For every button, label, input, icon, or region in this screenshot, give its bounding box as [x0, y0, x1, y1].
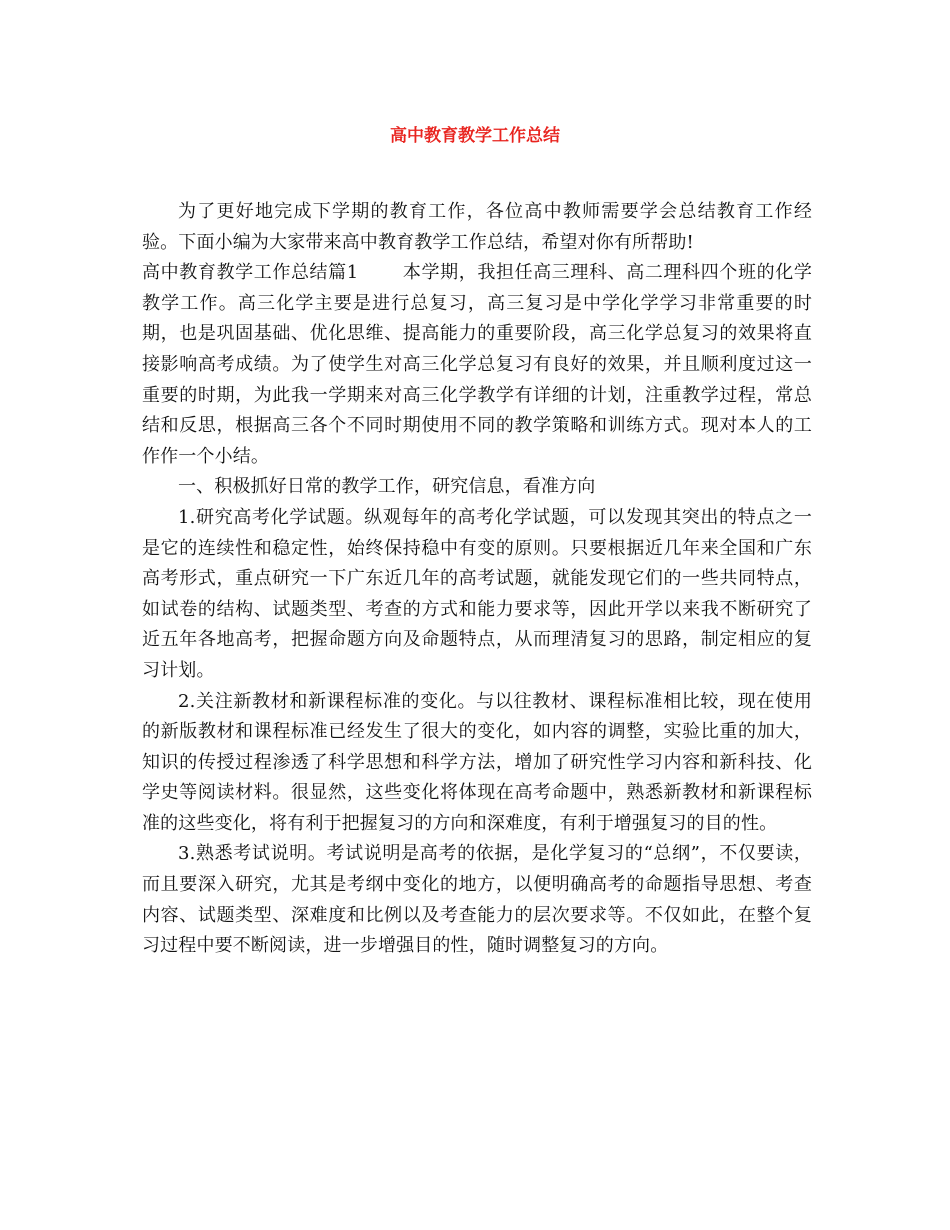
intro-paragraph: 为了更好地完成下学期的教育工作，各位高中教师需要学会总结教育工作经验。下面小编为大家带来高中教育教学工作总结，希望对你有所帮助! [142, 201, 812, 253]
section-heading: 一、积极抓好日常的教学工作，研究信息，看准方向 [178, 476, 596, 498]
list-item: 1.研究高考化学试题。纵观每年的高考化学试题，可以发现其突出的特点之一是它的连续性和稳定性，始终保持稳中有变的原则。只要根据近几年来全国和广东高考形式，重点研究一下广东近几年的高考试题，就能发现它们的一些共同特点，如试卷的结构、试题类型、考查的方式和能力要求等，因此开学以来我不断研究了近五年各地高考，把握命题方向及命题特点，从而理清复习的思路，制定相应的复习计划。 [142, 506, 812, 681]
document-body [142, 197, 812, 962]
list-item: 3.熟悉考试说明。考试说明是高考的依据，是化学复习的“总纲”，不仅要读，而且要深入研究，尤其是考纲中变化的地方，以便明确高考的命题指导思想、考查内容、试题类型、深难度和比例以及考查能力的层次要求等。不仅如此，在整个复习过程中要不断阅读，进一步增强目的性，随时调整复习的方向。 [142, 843, 812, 957]
list-item: 2.关注新教材和新课程标准的变化。与以往教材、课程标准相比较，现在使用的新版教材和课程标准已经发生了很大的变化，如内容的调整，实验比重的加大，知识的传授过程渗透了科学思想和科学方法，增加了研究性学习内容和新科技、化学史等阅读材料。很显然，这些变化将体现在高考命题中，熟悉新教材和新课程标准的这些变化，将有利于把握复习的方向和深难度，有利于增强复习的目的性。 [142, 690, 812, 834]
part-paragraph [142, 258, 812, 472]
part-text: 本学期，我担任高三理科、高二理科四个班的化学教学工作。高三化学主要是进行总复习，高三复习是中学化学学习非常重要的时期，也是巩固基础、优化思维、提高能力的重要阶段，高三化学总复习的效果将直接影响高考成绩。为了使学生对高三化学总复习有良好的效果，并且顺利度过这一重要的时期，为此我一学期来对高三化学教学有详细的计划，注重教学过程，常总结和反思，根据高三各个不同时期使用不同的教学策略和训练方式。现对本人的工作作一个小结。 [142, 262, 812, 467]
document-title: 高中教育教学工作总结 [390, 126, 560, 146]
part-label: 高中教育教学工作总结篇1 [142, 262, 359, 284]
